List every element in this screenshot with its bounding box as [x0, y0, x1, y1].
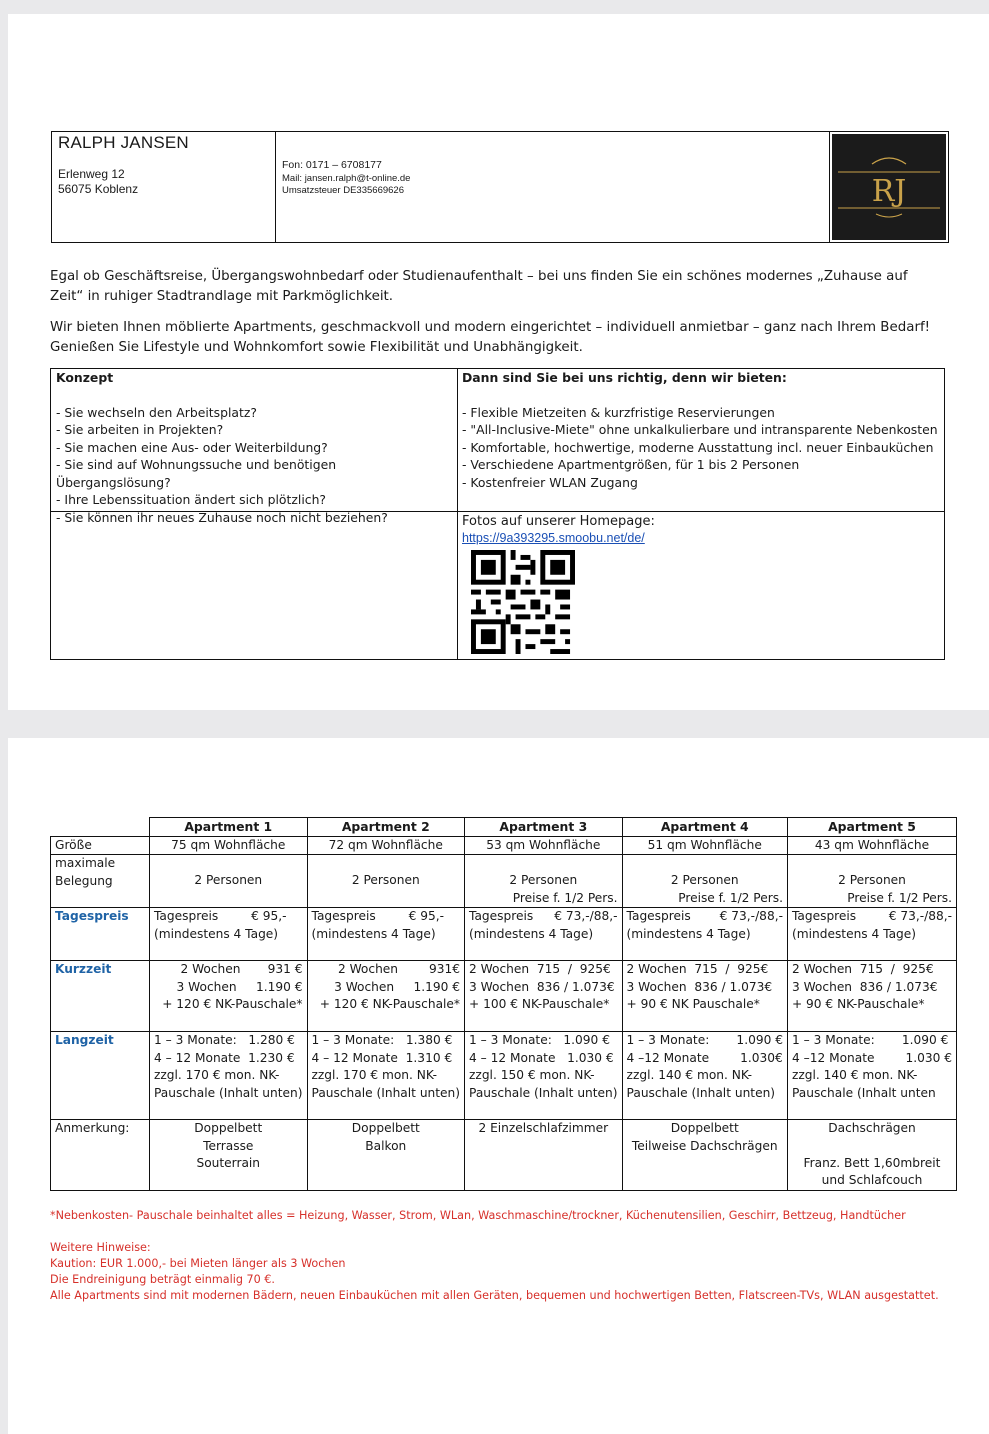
size-cell: 43 qm Wohnfläche — [787, 836, 956, 855]
daily-word: Tagespreis — [626, 909, 691, 923]
list-item: - Kostenfreier WLAN Zugang — [462, 474, 942, 492]
remark-line: Terrasse — [203, 1138, 254, 1153]
long-term-1-3: 1 – 3 Monate: 1.380 € — [311, 1033, 453, 1047]
concept-left-cell — [56, 369, 454, 526]
remark-label: Anmerkung: — [51, 1120, 150, 1191]
address-street: Erlenweg 12 — [58, 167, 125, 181]
remark-cell — [307, 1120, 465, 1191]
long-term-1-3: 1 – 3 Monate: 1.090 € — [791, 1033, 949, 1047]
occupancy-cell — [622, 855, 787, 908]
short-term-2w: 2 Wochen 715 / 925€ — [626, 962, 769, 976]
remark-line: Souterrain — [196, 1156, 261, 1170]
occupancy-cell — [787, 855, 956, 908]
occupancy-note: Preise f. 1/2 Pers. — [512, 890, 618, 905]
remark-line: und Schlafcouch — [821, 1173, 923, 1187]
tax-id: Umsatzsteuer DE335669626 — [282, 185, 404, 196]
notes-title: Weitere Hinweise: — [50, 1241, 151, 1254]
long-term-cell — [622, 1032, 787, 1120]
long-term-nk: Pauschale (Inhalt unten) — [626, 1085, 776, 1100]
occupancy-value: 2 Personen — [838, 873, 906, 887]
remark-cell — [622, 1120, 787, 1191]
intro-paragraph-1: Egal ob Geschäftsreise, Übergangswohnbedarf oder Studienaufenthalt – bei uns finden Sie ein schönes modernes „Zuhause auf Zeit“ in ruhiger Stadtrandlage mit Parkmöglichkeit. — [50, 269, 908, 304]
remark-line: Dachschrägen — [828, 1121, 916, 1135]
table-row — [51, 1032, 957, 1120]
daily-cell — [622, 908, 787, 961]
long-term-nk: Pauschale (Inhalt unten) — [311, 1085, 461, 1100]
remark-line: Doppelbett — [194, 1121, 263, 1135]
long-term-1-3: 1 – 3 Monate: 1.280 € — [154, 1033, 295, 1047]
address-city: 56075 Koblenz — [58, 182, 139, 196]
short-term-cell — [622, 961, 787, 1032]
intro-paragraph-2: Wir bieten Ihnen möblierte Apartments, geschmackvoll und modern eingerichtet – individuell anmietbar – ganz nach Ihrem Bedarf! Genießen Sie Lifestyle und Wohnkomfort sowie Flexibilität und Unabhängigkeit. — [50, 320, 931, 355]
long-term-nk: Pauschale (Inhalt unten) — [154, 1085, 303, 1100]
long-term-nk: Pauschale (Inhalt unten) — [469, 1085, 618, 1100]
short-term-3w: 3 Wochen 836 / 1.073€ — [791, 979, 938, 994]
apartment-header: Apartment 5 — [787, 818, 956, 837]
remark-cell — [150, 1120, 308, 1191]
notes-deposit: Kaution: EUR 1.000,- bei Mieten länger als 3 Wochen — [50, 1257, 346, 1270]
short-term-nk: + 100 € NK-Pauschale* — [469, 997, 610, 1011]
short-term-nk: + 90 € NK Pauschale* — [626, 997, 760, 1011]
svg-text:RJ: RJ — [871, 174, 907, 209]
list-item: - Sie wechseln den Arbeitsplatz? — [56, 404, 454, 422]
qr-code-icon — [469, 550, 577, 654]
list-item: - Ihre Lebenssituation ändert sich plötzlich? — [56, 491, 454, 509]
daily-cell — [150, 908, 308, 961]
daily-label: Tagespreis — [51, 908, 150, 961]
long-term-4-12: 4 – 12 Monate 1.230 € — [154, 1050, 295, 1065]
long-term-4-12: 4 – 12 Monate 1.310 € — [311, 1050, 453, 1065]
concept-right-cell — [462, 369, 942, 491]
list-item: - Verschiedene Apartmentgrößen, für 1 bis 2 Personen — [462, 456, 942, 474]
table-row — [51, 908, 957, 961]
short-term-2w: 2 Wochen 931 € — [180, 962, 303, 976]
short-term-3w: 3 Wochen 836 / 1.073€ — [626, 979, 773, 994]
daily-price: € 73,-/88,- — [888, 909, 953, 923]
daily-word: Tagespreis — [469, 909, 534, 923]
apartment-header: Apartment 4 — [622, 818, 787, 837]
crown-ornament-icon — [832, 134, 946, 240]
daily-word: Tagespreis — [791, 909, 857, 923]
long-term-nk: zzgl. 140 € mon. NK- — [626, 1068, 753, 1082]
apartment-header: Apartment 3 — [465, 818, 623, 837]
concept-right-title: Dann sind Sie bei uns richtig, denn wir bieten: — [462, 370, 787, 385]
occupancy-cell — [465, 855, 623, 908]
size-cell: 75 qm Wohnfläche — [150, 836, 308, 855]
list-item: - Sie machen eine Aus- oder Weiterbildung? — [56, 439, 454, 457]
list-item: - "All-Inclusive-Miete" ohne unkalkulierbare und intransparente Nebenkosten — [462, 421, 942, 439]
short-term-nk: + 120 € NK-Pauschale* — [319, 997, 461, 1011]
list-item: - Komfortable, hochwertige, moderne Ausstattung incl. neuer Einbauküchen — [462, 439, 942, 457]
long-term-label: Langzeit — [51, 1032, 150, 1120]
table-row — [51, 818, 957, 837]
contact-mail: Mail: jansen.ralph@t-online.de — [282, 173, 411, 184]
short-term-cell — [787, 961, 956, 1032]
long-term-nk: zzgl. 150 € mon. NK- — [469, 1068, 595, 1082]
short-term-2w: 2 Wochen 931€ — [337, 962, 461, 976]
daily-min: (mindestens 4 Tage) — [626, 926, 751, 941]
list-item: - Flexible Mietzeiten & kurzfristige Reservierungen — [462, 404, 942, 422]
short-term-3w: 3 Wochen 1.190 € — [334, 979, 461, 994]
occupancy-note: Preise f. 1/2 Pers. — [678, 890, 783, 905]
short-term-3w: 3 Wochen 1.190 € — [176, 979, 303, 994]
short-term-label: Kurzzeit — [51, 961, 150, 1032]
notes-block — [50, 1240, 950, 1304]
price-table — [50, 817, 957, 1191]
remark-line: Doppelbett — [670, 1121, 739, 1135]
concept-left-list — [56, 404, 454, 527]
long-term-1-3: 1 – 3 Monate: 1.090 € — [469, 1033, 610, 1047]
daily-price: € 73,-/88,- — [554, 909, 618, 923]
daily-word: Tagespreis — [311, 909, 376, 923]
list-item: - Sie sind auf Wohnungssuche und benötigen Übergangslösung? — [56, 456, 454, 491]
daily-cell — [307, 908, 465, 961]
long-term-nk: zzgl. 170 € mon. NK- — [311, 1068, 437, 1082]
remark-cell — [787, 1120, 956, 1191]
table-row — [51, 961, 957, 1032]
photos-label: Fotos auf unserer Homepage: — [462, 514, 655, 529]
daily-word: Tagespreis — [154, 909, 219, 923]
occupancy-cell — [307, 855, 465, 908]
daily-cell — [787, 908, 956, 961]
occupancy-cell — [150, 855, 308, 908]
table-row — [51, 855, 957, 908]
long-term-4-12: 4 – 12 Monate 1.030 € — [469, 1050, 614, 1065]
daily-min: (mindestens 4 Tage) — [154, 926, 279, 941]
daily-min: (mindestens 4 Tage) — [311, 926, 436, 941]
table-row — [51, 1120, 957, 1191]
long-term-1-3: 1 – 3 Monate: 1.090 € — [626, 1033, 783, 1047]
page-1 — [8, 14, 989, 710]
occupancy-label-line: Belegung — [55, 873, 113, 888]
rj-logo — [832, 134, 946, 240]
long-term-nk: Pauschale (Inhalt unten — [791, 1085, 936, 1100]
size-cell: 51 qm Wohnfläche — [622, 836, 787, 855]
short-term-nk: + 90 € NK-Pauschale* — [791, 997, 925, 1011]
table-row — [51, 836, 957, 855]
remark-line: 2 Einzelschlafzimmer — [478, 1121, 609, 1135]
occupancy-note: Preise f. 1/2 Pers. — [847, 890, 953, 905]
short-term-cell — [150, 961, 308, 1032]
occupancy-value: 2 Personen — [509, 873, 578, 887]
occupancy-label — [51, 855, 150, 908]
long-term-4-12: 4 –12 Monate 1.030 € — [791, 1050, 953, 1065]
long-term-4-12: 4 –12 Monate 1.030€ — [626, 1050, 783, 1065]
remark-cell — [465, 1120, 623, 1191]
daily-price: € 73,-/88,- — [719, 909, 783, 923]
concept-table — [50, 368, 945, 660]
long-term-nk: zzgl. 170 € mon. NK- — [154, 1068, 280, 1082]
concept-left-title: Konzept — [56, 370, 114, 385]
daily-cell — [465, 908, 623, 961]
daily-min: (mindestens 4 Tage) — [791, 926, 917, 941]
letterhead-address-column — [52, 132, 276, 242]
owner-name: RALPH JANSEN — [58, 133, 189, 152]
short-term-cell — [307, 961, 465, 1032]
concept-right-list — [462, 404, 942, 492]
short-term-3w: 3 Wochen 836 / 1.073€ — [469, 979, 615, 994]
long-term-cell — [307, 1032, 465, 1120]
short-term-nk: + 120 € NK-Pauschale* — [162, 997, 303, 1011]
letterhead-divider — [829, 132, 830, 242]
page-2 — [8, 738, 989, 1434]
daily-min: (mindestens 4 Tage) — [469, 926, 594, 941]
letterhead-box — [51, 131, 949, 243]
size-cell: 53 qm Wohnfläche — [465, 836, 623, 855]
size-cell: 72 qm Wohnfläche — [307, 836, 465, 855]
long-term-nk: zzgl. 140 € mon. NK- — [791, 1068, 918, 1082]
notes-cleaning: Die Endreinigung beträgt einmalig 70 €. — [50, 1273, 275, 1286]
long-term-cell — [150, 1032, 308, 1120]
daily-price: € 95,- — [408, 909, 445, 923]
long-term-cell — [465, 1032, 623, 1120]
list-item: - Sie können ihr neues Zuhause noch nicht beziehen? — [56, 509, 454, 527]
short-term-cell — [465, 961, 623, 1032]
occupancy-label-line: maximale — [55, 856, 116, 870]
size-label: Größe — [51, 836, 150, 855]
long-term-cell — [787, 1032, 956, 1120]
remark-line: Balkon — [365, 1138, 407, 1153]
short-term-2w: 2 Wochen 715 / 925€ — [791, 962, 934, 976]
contact-phone: Fon: 0171 – 6708177 — [282, 159, 382, 171]
occupancy-value: 2 Personen — [194, 873, 263, 888]
occupancy-value: 2 Personen — [351, 873, 420, 888]
short-term-2w: 2 Wochen 715 / 925€ — [469, 962, 611, 976]
remark-line: Franz. Bett 1,60mbreit — [803, 1155, 941, 1170]
homepage-link[interactable]: https://9a393295.smoobu.net/de/ — [462, 531, 645, 545]
list-item: - Sie arbeiten in Projekten? — [56, 421, 454, 439]
apartment-header: Apartment 1 — [150, 818, 308, 837]
concept-table-vertical-divider — [457, 369, 458, 659]
apartment-header: Apartment 2 — [307, 818, 465, 837]
occupancy-value: 2 Personen — [670, 873, 739, 887]
nk-footnote: *Nebenkosten- Pauschale beinhaltet alles = Heizung, Wasser, Strom, WLan, Waschmaschine/trockner, Küchenutensilien, Geschirr, Bettzeug, Handtücher — [50, 1209, 906, 1222]
remark-line: Doppelbett — [351, 1121, 420, 1135]
daily-price: € 95,- — [251, 909, 287, 923]
remark-line: Teilweise Dachschrägen — [631, 1138, 778, 1153]
notes-equipment: Alle Apartments sind mit modernen Bädern, neuen Einbauküchen mit allen Geräten, bequemen und hochwertigen Betten, Flatscreen-TVs, WLAN ausgestattet. — [50, 1289, 939, 1302]
